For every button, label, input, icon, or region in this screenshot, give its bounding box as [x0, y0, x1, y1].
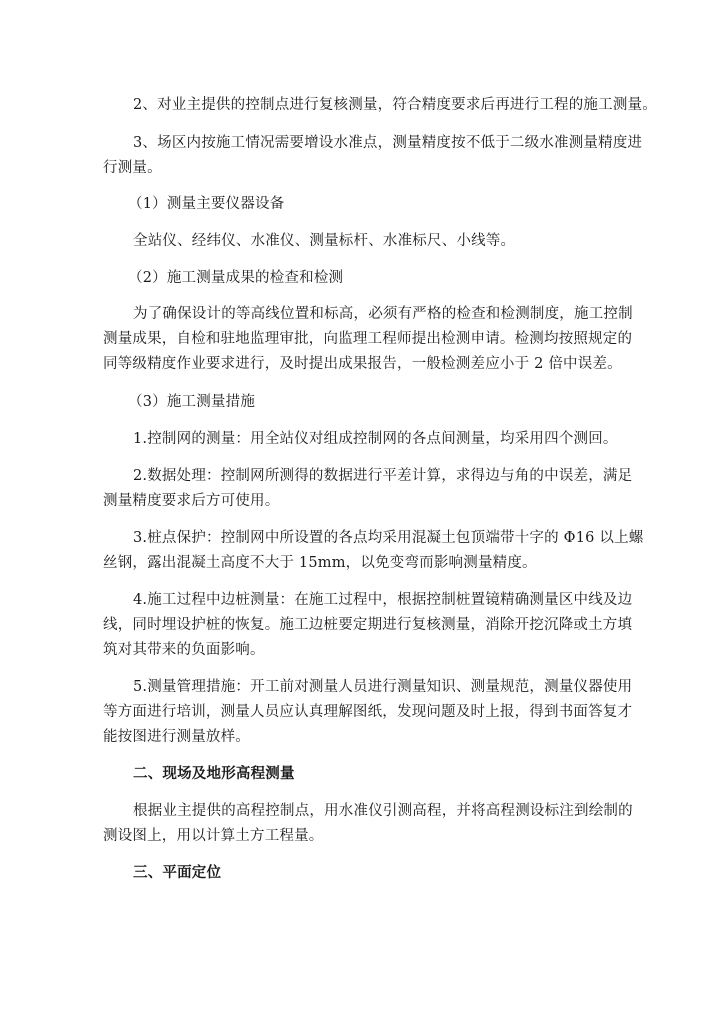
- subheading-line: （3）施工测量措施: [128, 394, 256, 410]
- paragraph-line: 筑对其带来的负面影响。: [103, 642, 265, 658]
- paragraph-line: 测量精度要求后方可使用。: [103, 493, 280, 509]
- paragraph-line: 4.施工过程中边桩测量：在施工过程中，根据控制桩置镜精确测量区中线及边: [133, 592, 633, 608]
- subheading-line: （2）施工测量成果的检查和检测: [128, 270, 344, 286]
- paragraph-line: 能按图进行测量放样。: [103, 729, 250, 745]
- paragraph-line: 行测量。: [103, 160, 162, 176]
- paragraph-line: 为了确保设计的等高线位置和标高，必须有严格的检查和检测制度，施工控制: [133, 306, 633, 322]
- paragraph-line: 同等级精度作业要求进行，及时提出成果报告，一般检测差应小于 2 倍中误差。: [103, 356, 622, 372]
- paragraph-line: 2、对业主提供的控制点进行复核测量，符合精度要求后再进行工程的施工测量。: [133, 97, 657, 113]
- paragraph-line: 1.控制网的测量：用全站仪对组成控制网的各点间测量，均采用四个测回。: [133, 431, 618, 447]
- paragraph-line: 5.测量管理措施：开工前对测量人员进行测量知识、测量规范，测量仪器使用: [133, 679, 633, 695]
- paragraph-line: 2.数据处理：控制网所测得的数据进行平差计算，求得边与角的中误差，满足: [133, 468, 633, 484]
- paragraph-line: 等方面进行培训，测量人员应认真理解图纸，发现问题及时上报，得到书面答复才: [103, 704, 633, 720]
- paragraph-line: 根据业主提供的高程控制点，用水准仪引测高程，并将高程测设标注到绘制的: [133, 803, 633, 819]
- section-heading: 二、现场及地形高程测量: [133, 766, 295, 782]
- paragraph-line: 线，同时埋设护桩的恢复。施工边桩要定期进行复核测量，消除开挖沉降或土方填: [103, 617, 633, 633]
- paragraph-line: 3、场区内按施工情况需要增设水准点，测量精度按不低于二级水准测量精度进: [133, 135, 643, 151]
- paragraph-line: 全站仪、经纬仪、水准仪、测量标杆、水准标尺、小线等。: [133, 233, 516, 249]
- paragraph-line: 丝钢，露出混凝土高度不大于 15mm，以免变弯而影响测量精度。: [103, 555, 537, 571]
- paragraph-line: 测设图上，用以计算土方工程量。: [103, 828, 324, 844]
- paragraph-line: 3.桩点保护：控制网中所设置的各点均采用混凝土包顶端带十字的 Φ16 以上螺: [133, 530, 644, 546]
- subheading-line: （1）测量主要仪器设备: [128, 196, 285, 212]
- paragraph-line: 测量成果，自检和驻地监理审批，向监理工程师提出检测申请。检测均按照规定的: [103, 331, 633, 347]
- section-heading: 三、平面定位: [133, 865, 222, 881]
